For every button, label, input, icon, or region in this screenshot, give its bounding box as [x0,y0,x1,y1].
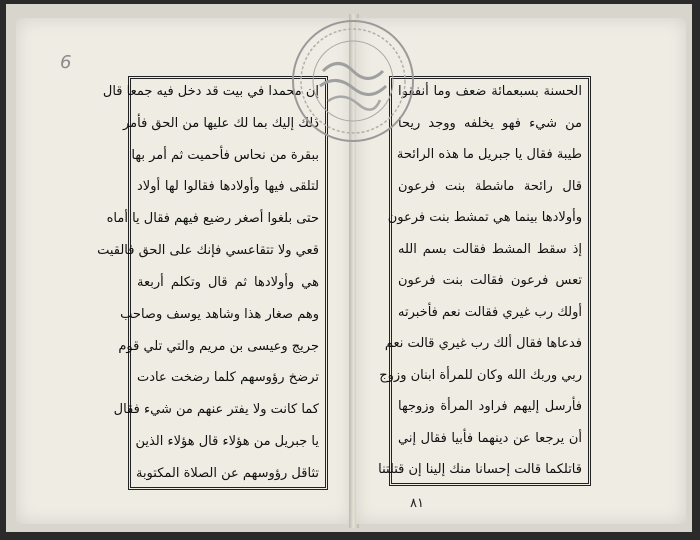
text-line: ترضخ رؤوسهم كلما رضخت عادت [137,370,319,386]
text-line: أولك رب غيري فقالت نعم فأخبرته [398,304,582,320]
library-seal-stamp [288,16,418,146]
text-line: جريج وعيسى بن مريم والتي تلي قوم [118,338,319,354]
text-line: هي وأولادها ثم قال وتكلم أربعة [137,274,319,290]
text-line: ببقرة من نحاس فأحميت ثم أمر بها [131,147,319,163]
text-line: يا جبريل من هؤلاء قال هؤلاء الذين [135,434,319,450]
text-line: لتلقى فيها وأولادها فقالوا لها أولاد [137,179,319,195]
text-line: طيبة فقال يا جبريل ما هذه الرائحة [396,147,582,162]
page-number: ٨١ [410,496,424,511]
text-line: وهم صغار هذا وشاهد يوسف وصاحب [120,306,319,322]
text-line: حتى بلغوا أصغر رضيع فيهم فقال يا أماه [106,211,319,227]
text-line: قعي ولا تتقاعسي فإنك على الحق فالقيت [97,243,319,259]
right-text-frame [378,76,591,486]
text-line: الحسنة بسبعمائة ضعف وما أنفقوا [398,84,582,99]
text-line: قال رائحة ماشطة بنت فرعون [398,178,582,194]
text-line: كما كانت ولا يفتر عنهم من شيء فقال [113,402,319,418]
text-line: فدعاها فقال ألك رب غيري قالت نعم [384,336,582,351]
text-line: تعس فرعون فقالت بنت فرعون [398,273,582,288]
folio-mark: 6 [60,52,72,73]
text-line: قاتلكما قالت إحسانا منك إلينا إن قتلتنا [378,462,582,477]
text-line: إن محمدا في بيت قد دخل فيه جمعا قال [102,84,319,99]
book-spread [6,4,692,532]
text-line: ذلك إليك بما لك عليها من الحق فأمر [122,115,319,131]
text-line: إذ سقط المشط فقالت بسم الله [398,241,582,257]
text-line: أن يرجعا عن دينهما فأبيا فقال إني [398,430,582,446]
text-line: وأولادها بينما هي تمشط بنت فرعون [387,210,582,225]
text-line: تثاقل رؤوسهم عن الصلاة المكتوبة [135,465,319,481]
text-line: من شيء فهو يخلفه ووجد ريحا [398,115,582,131]
text-line: فأرسل إليهم فراود المرأة وزوجها [398,399,582,414]
text-line: ربي وربك الله وكان للمرأة ابنان وزوج [379,367,582,383]
